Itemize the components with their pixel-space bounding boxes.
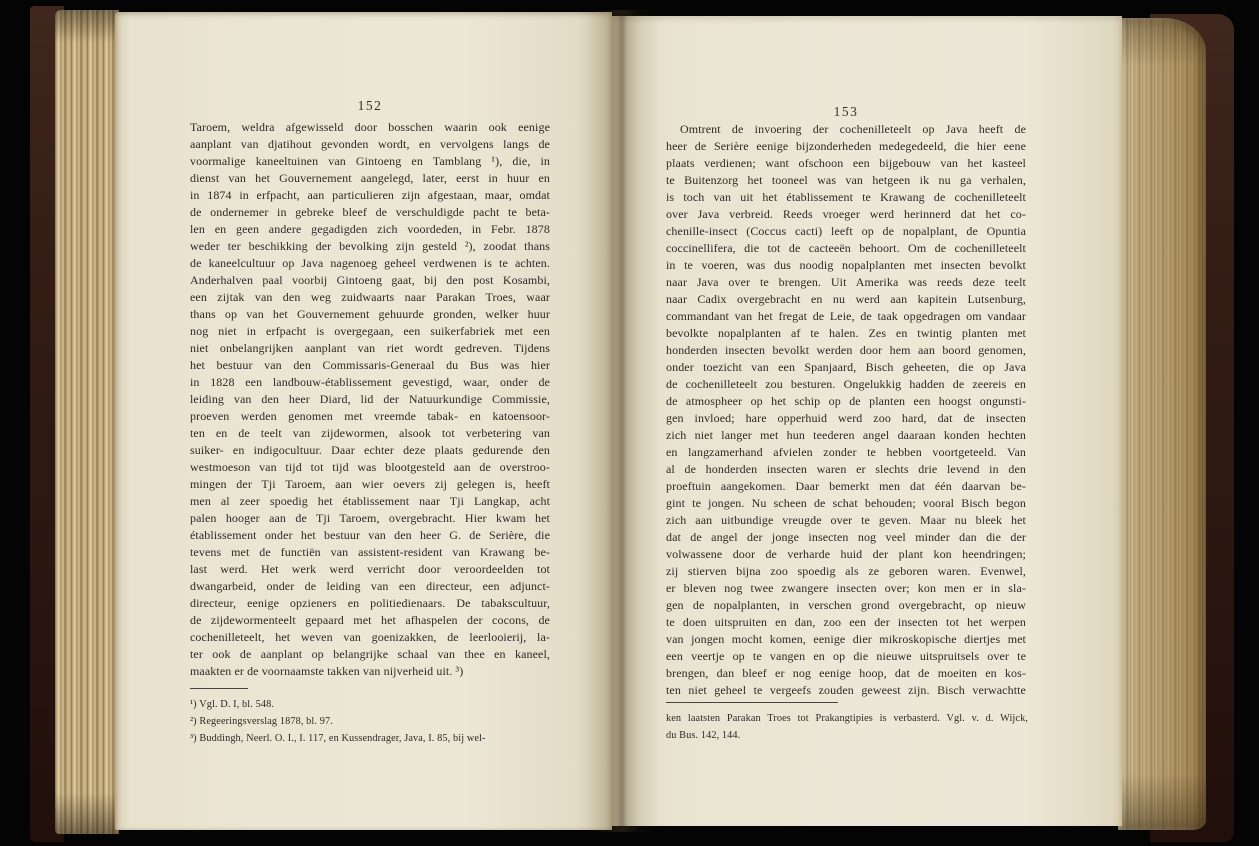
text-line: ten niet geheel te vergeefs zouden geweest zijn. Bisch verwachtte xyxy=(666,683,1026,697)
text-line: bevolkte nopalplanten af te halen. Zes en twintig planten met xyxy=(666,326,1026,340)
text-line: Taroem, weldra afgewisseld door bosschen waarin ook eenige xyxy=(190,120,550,134)
text-line: gen invloed; hare opperhuid werd zoo hard, dat de insecten xyxy=(666,411,1026,425)
text-line: dwangarbeid, onder de leiding van een directeur, een adjunct- xyxy=(190,579,550,593)
text-line: honderden insecten bevolkt werden door hem aan boord genomen, xyxy=(666,343,1026,357)
text-line: ten en de teelt van zijdewormen, alsook tot verbetering van xyxy=(190,426,550,440)
page-edges-right xyxy=(1118,18,1206,830)
text-line: Omtrent de invoering der cochenilleteelt op Java heeft de xyxy=(680,122,1026,136)
text-line: in 1828 een landbouw-établissement gevestigd, waar, onder de xyxy=(190,375,550,389)
footnote-line: ³) Buddingh, Neerl. O. I., I. 117, en Kussendrager, Java, I. 85, bij wel- xyxy=(190,733,486,744)
text-line: mingen der Tji Taroem, aan wier oevers zij gelegen is, heeft xyxy=(190,477,550,491)
text-line: chenille-insect (Coccus cacti) leeft op de nopalplant, de Opuntia xyxy=(666,224,1026,238)
right-page-text xyxy=(666,121,1026,699)
text-line: nog niet in erfpacht is overgegaan, een suikerfabriek met een xyxy=(190,324,550,338)
footnote-line: du Bus. 142, 144. xyxy=(666,730,741,741)
text-line: ter ook de aanplant op belangrijke schaal van thee en kaneel, xyxy=(190,647,550,661)
text-line: te doen uitspruiten en dan, zoo een der insecten tot het werpen xyxy=(666,615,1026,629)
page-left-152 xyxy=(115,12,612,830)
text-line: over Java verbreid. Reeds vroeger werd herinnerd dat het co- xyxy=(666,207,1026,221)
text-line: gen de nopalplanten, in verschen grond overgebracht, op nieuw xyxy=(666,598,1026,612)
text-line: dat de angel der jonge insecten nog veel minder dan die der xyxy=(666,530,1026,544)
text-line: niet onbelangrijken aanplant van riet wordt gedreven. Tijdens xyxy=(190,341,550,355)
page-right-153 xyxy=(612,16,1122,826)
footnote-line: ²) Regeeringsverslag 1878, bl. 97. xyxy=(190,716,333,727)
text-line: établissement onder het bestuur van den heer G. de Serière, die xyxy=(190,528,550,542)
text-line: commandant van het fregat de Leie, de taak opgedragen om vandaar xyxy=(666,309,1026,323)
footnote-line: ¹) Vgl. D. I, bl. 548. xyxy=(190,699,275,710)
text-line: voormalige kaneeltuinen van Gintoeng en Tamblang ¹), die, in xyxy=(190,154,550,168)
text-line: men al zeer spoedig het établissement naar Tji Langkap, acht xyxy=(190,494,550,508)
text-line: de atmospheer op het schip op de planten een hoogst ongunsti- xyxy=(666,394,1026,408)
left-page-footnotes xyxy=(190,696,552,747)
text-line: naar Java over te brengen. Uit Amerika was reeds deze teelt xyxy=(666,275,1026,289)
text-line: zich niet langer met hun teederen angel daaraan konden hechten xyxy=(666,428,1026,442)
text-line: leiding van den heer Diard, lid der Natuurkundige Commissie, xyxy=(190,392,550,406)
text-line: proeftuin aangekomen. Daar bemerkt men dat één daarvan be- xyxy=(666,479,1026,493)
text-line: last werd. Het werk werd verricht door veroordeelden tot xyxy=(190,562,550,576)
text-line: dienst van het Gouvernement aangelegd, later, eerst in huur en xyxy=(190,171,550,185)
text-line: maakten er de voornaamste takken van nijverheid uit. ³) xyxy=(190,664,464,678)
text-line: tevens met de functiën van assistent-resident van Krawang be- xyxy=(190,545,550,559)
right-page-footnotes xyxy=(666,710,1028,744)
text-line: de ondernemer in gebreke bleef de verschuldigde pacht te beta- xyxy=(190,205,550,219)
text-line: onder toezicht van een Spanjaard, Bisch geheeten, die op Java xyxy=(666,360,1026,374)
text-line: in te voeren, was dus noodig nopalplanten met insecten bevolkt xyxy=(666,258,1026,272)
text-line: brengen, dan bleef er nog eenige hoop, dat de moeiten en kos- xyxy=(666,666,1026,680)
text-line: de cochenilleteelt zou besturen. Ongelukkig hadden de zeereis en xyxy=(666,377,1026,391)
text-line: te Buitenzorg het tooneel was van hetgeen ik nu ga verhalen, xyxy=(666,173,1026,187)
text-line: volwassene door de verharde huid der plant kon heendringen; xyxy=(666,547,1026,561)
text-line: thans op van het Gouvernement gehuurde gronden, welker huur xyxy=(190,307,550,321)
text-line: zij stierven bijna zoo spoedig als ze geboren waren. Evenwel, xyxy=(666,564,1026,578)
footnote-line: ken laatsten Parakan Troes tot Prakangtipies is verbasterd. Vgl. v. d. Wijck, xyxy=(666,713,1028,724)
text-line: westmoeson van tijd tot tijd was blootgesteld aan de overstroo- xyxy=(190,460,550,474)
page-number-right: 153 xyxy=(833,104,859,119)
text-line: coccinellifera, die tot de cacteeën behoort. Om de cochenilleteelt xyxy=(666,241,1026,255)
text-line: weder ter beschikking der bevolking zijn gesteld ²), zoodat thans xyxy=(190,239,550,253)
text-line: een veertje op te vangen en op die nieuwe uitspruitsels over te xyxy=(666,649,1026,663)
text-line: heer de Serière eenige bijzonderheden medegedeeld, die hier eene xyxy=(666,139,1026,153)
text-line: suiker- en indigocultuur. Daar echter deze plaats gedurende den xyxy=(190,443,550,457)
text-line: naar Cadix overgebracht en nu werd aan kapitein Lutsenburg, xyxy=(666,292,1026,306)
text-line: palen hooger aan de Tji Taroem, overgebracht. Hier kwam het xyxy=(190,511,550,525)
text-line: in 1874 in erfpacht, aan particulieren zijn afgestaan, maar, omdat xyxy=(190,188,550,202)
left-page-text xyxy=(190,119,550,680)
text-line: zich aan uitbundige vreugde over te geven. Maar nu bleek het xyxy=(666,513,1026,527)
text-line: is toch van uit het établissement te Krawang de cochenilleteelt xyxy=(666,190,1026,204)
page-number-left: 152 xyxy=(357,98,383,113)
text-line: cochenilleteelt, het weven van goenizakken, de leerlooierij, la- xyxy=(190,630,550,644)
text-line: plaats verdienen; want ofschoon een bijgebouw van het kasteel xyxy=(666,156,1026,170)
text-line: de kaneelcultuur op Java nagenoeg geheel verdwenen is te achten. xyxy=(190,256,550,270)
text-line: aanplant van djatihout gevonden wordt, en vervolgens langs de xyxy=(190,137,550,151)
text-line: een zijtak van den weg zuidwaarts naar Parakan Troes, waar xyxy=(190,290,550,304)
text-line: en langzamerhand afvielen zonder te hebben voortgeteeld. Van xyxy=(666,445,1026,459)
text-line: len en geen andere gegadigden zich voordeden, in Febr. 1878 xyxy=(190,222,550,236)
text-line: Anderhalven paal voorbij Gintoeng gaat, bij den post Kosambi, xyxy=(190,273,550,287)
text-line: de zijdewormenteelt gepaard met het afhaspelen der cocons, de xyxy=(190,613,550,627)
footnote-separator-right xyxy=(666,702,838,703)
text-line: al de honderden insecten waren er slechts drie levend in den xyxy=(666,462,1026,476)
text-line: gint te jongen. Nu scheen de schat behouden; vooral Bisch begon xyxy=(666,496,1026,510)
text-line: proeven werden genomen met vreemde tabak- en katoensoor- xyxy=(190,409,550,423)
text-line: directeur, eenige opzieners en politiedienaars. De tabakscultuur, xyxy=(190,596,550,610)
text-line: er bleven nog twee zwangere insecten over; kon men er in sla- xyxy=(666,581,1026,595)
page-edges-left xyxy=(55,10,119,834)
text-line: het bestuur van den Commissaris-Generaal du Bus was hier xyxy=(190,358,550,372)
text-line: van jongen mocht komen, eenige dier mikroskopische diertjes met xyxy=(666,632,1026,646)
footnote-separator-left xyxy=(190,688,248,689)
